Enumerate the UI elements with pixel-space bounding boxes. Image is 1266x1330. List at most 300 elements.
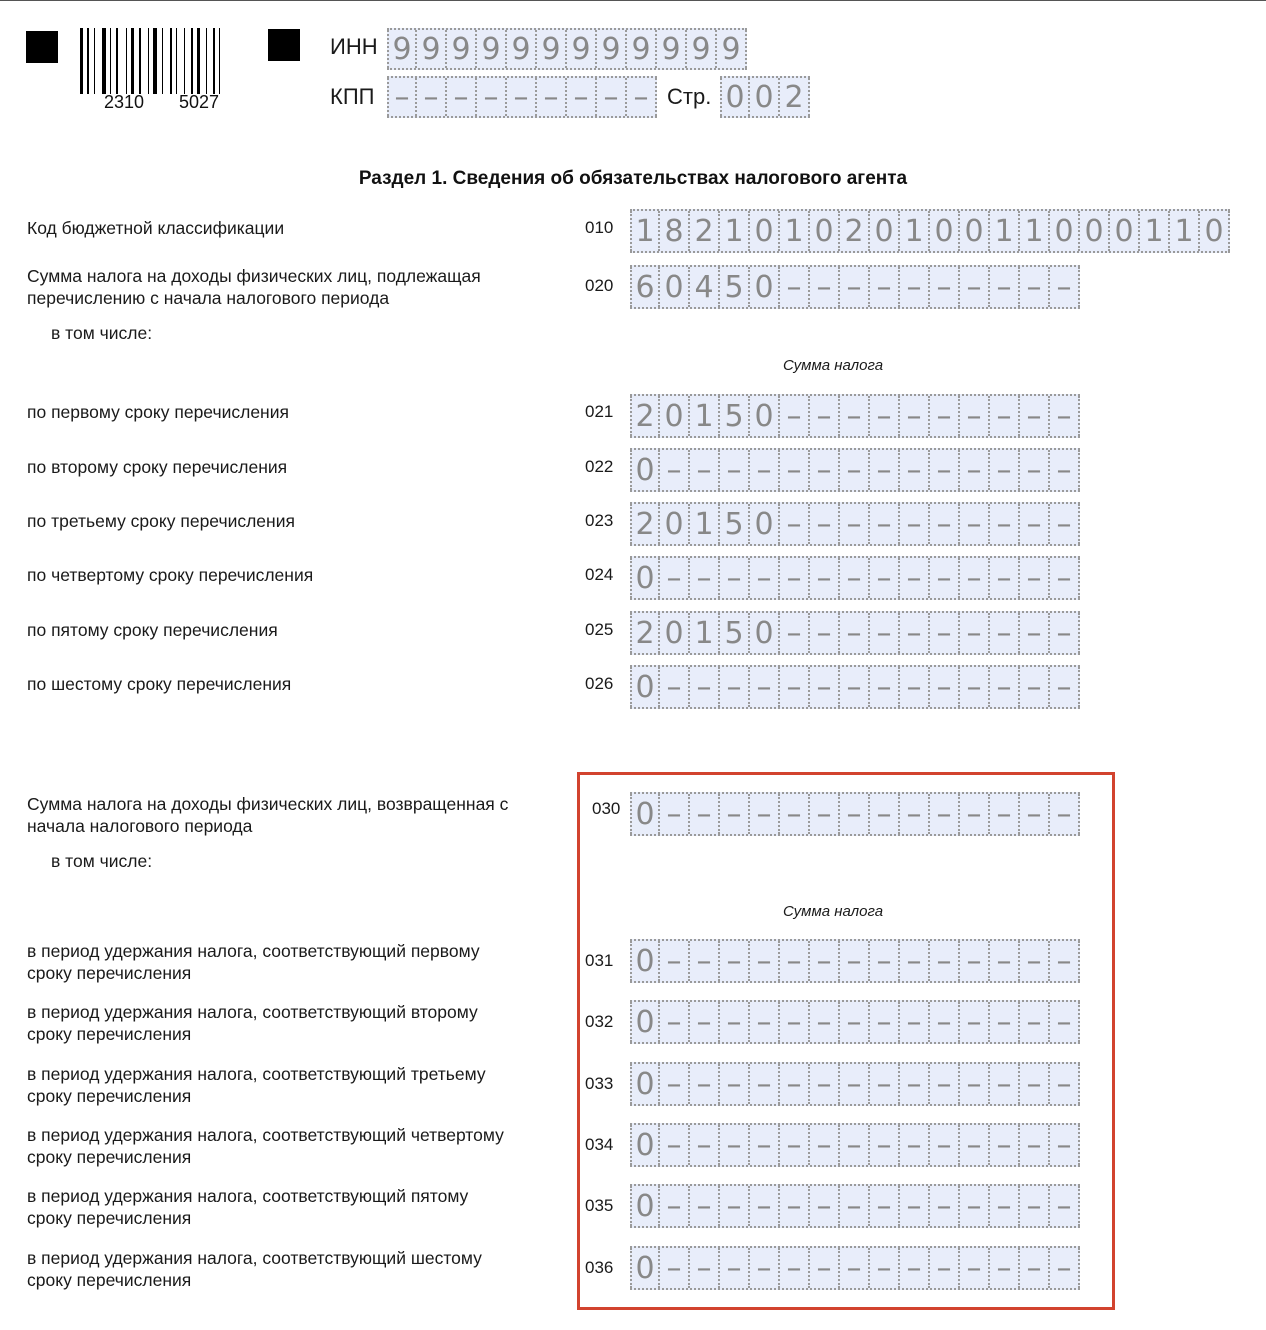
- barcode-bar: [209, 28, 210, 94]
- char-cell: –: [870, 396, 900, 436]
- withheld-row-field[interactable]: [630, 611, 1080, 655]
- char-cell: –: [720, 450, 750, 490]
- barcode-bar: [176, 28, 177, 94]
- withheld-in-that-number: в том числе:: [51, 323, 153, 343]
- char-cell: –: [660, 1248, 690, 1288]
- barcode-bar: [173, 28, 174, 94]
- returned-total-label-line1: Сумма налога на доходы физических лиц, возвращенная с: [27, 794, 509, 814]
- char-cell: 0: [750, 267, 780, 307]
- char-cell: –: [960, 504, 990, 544]
- withheld-row-label: по третьему сроку перечисления: [27, 511, 295, 531]
- char-cell: –: [780, 504, 810, 544]
- char-cell: –: [1050, 267, 1080, 307]
- withheld-total-code: 020: [585, 276, 614, 295]
- char-cell: –: [690, 1248, 720, 1288]
- char-cell: –: [870, 1002, 900, 1042]
- section-title: Раздел 1. Сведения об обязательствах налогового агента: [358, 168, 908, 189]
- char-cell: 9: [627, 30, 657, 68]
- char-cell: –: [840, 267, 870, 307]
- char-cell: –: [1020, 267, 1050, 307]
- barcode-number-right: 5027: [179, 92, 220, 112]
- char-cell: –: [900, 613, 930, 653]
- char-cell: 0: [660, 613, 690, 653]
- char-cell: –: [780, 1186, 810, 1226]
- char-cell: –: [750, 1125, 780, 1165]
- withheld-row-code: 021: [585, 402, 614, 421]
- char-cell: 1: [690, 504, 720, 544]
- returned-row-field[interactable]: [630, 1123, 1080, 1167]
- char-cell: –: [990, 794, 1020, 834]
- char-cell: –: [990, 396, 1020, 436]
- barcode-bar: [80, 28, 83, 94]
- top-border-line: [0, 0, 1266, 1]
- barcode-bar: [219, 28, 220, 94]
- barcode-bar: [223, 28, 227, 94]
- char-cell: –: [780, 450, 810, 490]
- char-cell: –: [780, 1248, 810, 1288]
- char-cell: –: [900, 1248, 930, 1288]
- char-cell: 0: [750, 396, 780, 436]
- withheld-row-code: 023: [585, 511, 614, 530]
- char-cell: –: [690, 667, 720, 707]
- char-cell: –: [1020, 504, 1050, 544]
- char-cell: –: [810, 396, 840, 436]
- char-cell: –: [870, 613, 900, 653]
- barcode-bar: [87, 28, 89, 94]
- char-cell: –: [627, 78, 657, 116]
- char-cell: –: [1050, 1064, 1080, 1104]
- char-cell: 6: [630, 267, 660, 307]
- char-cell: –: [690, 794, 720, 834]
- char-cell: –: [840, 1125, 870, 1165]
- char-cell: –: [990, 450, 1020, 490]
- char-cell: –: [930, 613, 960, 653]
- char-cell: –: [840, 1248, 870, 1288]
- char-cell: –: [840, 450, 870, 490]
- char-cell: –: [900, 450, 930, 490]
- withheld-row-label: по пятому сроку перечисления: [27, 620, 278, 640]
- char-cell: 9: [447, 30, 477, 68]
- returned-row-field[interactable]: [630, 1246, 1080, 1290]
- char-cell: –: [870, 794, 900, 834]
- returned-row-label-line2: сроку перечисления: [27, 1208, 192, 1228]
- inn-label: ИНН: [330, 34, 378, 59]
- withheld-row-label: по четвертому сроку перечисления: [27, 565, 314, 585]
- barcode-bar: [153, 28, 157, 94]
- char-cell: –: [990, 267, 1020, 307]
- char-cell: –: [1050, 1125, 1080, 1165]
- char-cell: –: [780, 558, 810, 598]
- char-cell: 0: [630, 558, 660, 598]
- char-cell: –: [840, 1002, 870, 1042]
- char-cell: –: [840, 667, 870, 707]
- char-cell: –: [840, 558, 870, 598]
- barcode-bar: [150, 28, 151, 94]
- barcode-bar: [92, 28, 93, 94]
- char-cell: –: [900, 1186, 930, 1226]
- char-cell: –: [960, 450, 990, 490]
- withheld-total-label-line2: перечислению с начала налогового периода: [27, 288, 390, 308]
- char-cell: –: [960, 267, 990, 307]
- char-cell: –: [810, 1125, 840, 1165]
- barcode-bar: [191, 28, 193, 94]
- char-cell: –: [660, 558, 690, 598]
- char-cell: 2: [780, 78, 810, 116]
- char-cell: 2: [840, 211, 870, 251]
- barcode: [80, 28, 244, 94]
- char-cell: –: [900, 558, 930, 598]
- char-cell: 0: [660, 396, 690, 436]
- char-cell: –: [810, 1186, 840, 1226]
- char-cell: 1: [780, 211, 810, 251]
- withheld-row-field[interactable]: [630, 556, 1080, 600]
- char-cell: –: [960, 396, 990, 436]
- char-cell: –: [990, 667, 1020, 707]
- returned-row-code: 035: [585, 1196, 614, 1215]
- char-cell: –: [1020, 450, 1050, 490]
- char-cell: –: [720, 1248, 750, 1288]
- char-cell: –: [900, 1064, 930, 1104]
- kpp-label: КПП: [330, 84, 375, 109]
- char-cell: –: [990, 558, 1020, 598]
- char-cell: 1: [900, 211, 930, 251]
- char-cell: –: [417, 78, 447, 116]
- char-cell: –: [930, 558, 960, 598]
- char-cell: –: [1020, 1002, 1050, 1042]
- char-cell: 0: [630, 1002, 660, 1042]
- char-cell: 0: [630, 450, 660, 490]
- char-cell: –: [750, 558, 780, 598]
- char-cell: –: [1050, 558, 1080, 598]
- barcode-bar: [213, 28, 215, 94]
- char-cell: –: [930, 941, 960, 981]
- char-cell: –: [930, 1002, 960, 1042]
- barcode-bar: [184, 28, 185, 94]
- char-cell: –: [810, 1002, 840, 1042]
- barcode-bar: [160, 28, 161, 94]
- char-cell: –: [870, 267, 900, 307]
- char-cell: 9: [387, 30, 417, 68]
- char-cell: –: [960, 1002, 990, 1042]
- char-cell: –: [930, 450, 960, 490]
- barcode-bar: [126, 28, 127, 94]
- char-cell: –: [930, 1186, 960, 1226]
- barcode-bar: [165, 28, 167, 94]
- returned-row-label-line1: в период удержания налога, соответствующий пятому: [27, 1186, 469, 1206]
- char-cell: 9: [597, 30, 627, 68]
- char-cell: 0: [810, 211, 840, 251]
- char-cell: –: [810, 941, 840, 981]
- returned-row-code: 034: [585, 1135, 614, 1154]
- char-cell: 0: [630, 1248, 660, 1288]
- char-cell: –: [930, 267, 960, 307]
- char-cell: –: [870, 504, 900, 544]
- barcode-number-left: 2310: [104, 92, 145, 112]
- returned-row-label-line1: в период удержания налога, соответствующий второму: [27, 1002, 478, 1022]
- char-cell: –: [477, 78, 507, 116]
- char-cell: –: [840, 1064, 870, 1104]
- kbk-code: 010: [585, 218, 614, 237]
- barcode-bar: [143, 28, 145, 94]
- char-cell: 0: [630, 1125, 660, 1165]
- withheld-row-field[interactable]: [630, 502, 1080, 546]
- char-cell: –: [1020, 1248, 1050, 1288]
- char-cell: –: [990, 613, 1020, 653]
- char-cell: 9: [717, 30, 747, 68]
- withheld-row-code: 024: [585, 565, 614, 584]
- returned-row-field[interactable]: [630, 939, 1080, 983]
- char-cell: –: [750, 1248, 780, 1288]
- char-cell: –: [960, 1248, 990, 1288]
- barcode-bar: [197, 28, 200, 94]
- returned-row-code: 032: [585, 1012, 614, 1031]
- barcode-bar: [102, 28, 106, 94]
- char-cell: –: [810, 667, 840, 707]
- char-cell: 9: [417, 30, 447, 68]
- char-cell: –: [720, 794, 750, 834]
- char-cell: –: [567, 78, 597, 116]
- char-cell: –: [810, 1064, 840, 1104]
- char-cell: –: [780, 613, 810, 653]
- char-cell: –: [810, 613, 840, 653]
- char-cell: –: [960, 941, 990, 981]
- char-cell: –: [387, 78, 417, 116]
- char-cell: –: [660, 667, 690, 707]
- withheld-row-field[interactable]: [630, 665, 1080, 709]
- char-cell: –: [810, 558, 840, 598]
- char-cell: –: [1020, 396, 1050, 436]
- returned-row-field[interactable]: [630, 1184, 1080, 1228]
- char-cell: 2: [630, 396, 660, 436]
- char-cell: 4: [690, 267, 720, 307]
- returned-row-label-line1: в период удержания налога, соответствующий третьему: [27, 1064, 486, 1084]
- corner-marker-left: [26, 31, 58, 63]
- char-cell: –: [780, 941, 810, 981]
- char-cell: 0: [1080, 211, 1110, 251]
- char-cell: –: [960, 1125, 990, 1165]
- char-cell: –: [447, 78, 477, 116]
- char-cell: 8: [660, 211, 690, 251]
- withheld-row-field[interactable]: [630, 394, 1080, 438]
- char-cell: –: [1020, 613, 1050, 653]
- returned-row-label-line2: сроку перечисления: [27, 1024, 192, 1044]
- char-cell: –: [960, 1186, 990, 1226]
- char-cell: –: [597, 78, 627, 116]
- char-cell: 0: [750, 211, 780, 251]
- char-cell: –: [870, 941, 900, 981]
- barcode-bar: [203, 28, 205, 94]
- char-cell: –: [900, 396, 930, 436]
- char-cell: –: [990, 941, 1020, 981]
- char-cell: –: [1050, 1002, 1080, 1042]
- char-cell: –: [870, 450, 900, 490]
- barcode-bar: [114, 28, 115, 94]
- inn-field[interactable]: [387, 28, 747, 70]
- char-cell: 9: [687, 30, 717, 68]
- char-cell: –: [840, 613, 870, 653]
- char-cell: 2: [690, 211, 720, 251]
- returned-row-field[interactable]: [630, 1000, 1080, 1044]
- barcode-bar: [206, 28, 207, 94]
- char-cell: 5: [720, 267, 750, 307]
- char-cell: –: [1020, 941, 1050, 981]
- char-cell: –: [870, 1248, 900, 1288]
- barcode-bar: [97, 28, 99, 94]
- char-cell: 0: [750, 78, 780, 116]
- char-cell: –: [750, 667, 780, 707]
- returned-total-field[interactable]: [630, 792, 1080, 836]
- barcode-bar: [84, 28, 85, 94]
- char-cell: 0: [630, 1186, 660, 1226]
- returned-total-code: 030: [592, 799, 621, 818]
- char-cell: –: [1050, 613, 1080, 653]
- withheld-row-code: 025: [585, 620, 614, 639]
- barcode-bar: [137, 28, 138, 94]
- char-cell: –: [810, 504, 840, 544]
- char-cell: 0: [660, 267, 690, 307]
- barcode-bar: [107, 28, 108, 94]
- char-cell: –: [990, 1064, 1020, 1104]
- barcode-bar: [180, 28, 183, 94]
- returned-row-code: 036: [585, 1258, 614, 1277]
- char-cell: –: [930, 667, 960, 707]
- char-cell: –: [690, 1002, 720, 1042]
- returned-row-label-line2: сроку перечисления: [27, 1147, 192, 1167]
- char-cell: 1: [630, 211, 660, 251]
- withheld-row-field[interactable]: [630, 448, 1080, 492]
- returned-total-label-line2: начала налогового периода: [27, 816, 253, 836]
- corner-marker-right: [268, 29, 300, 61]
- char-cell: –: [930, 794, 960, 834]
- barcode-bar: [216, 28, 217, 94]
- barcode-bar: [148, 28, 149, 94]
- char-cell: –: [507, 78, 537, 116]
- char-cell: 0: [750, 613, 780, 653]
- char-cell: –: [900, 941, 930, 981]
- returned-sum-header: Сумма налога: [783, 903, 884, 920]
- barcode-bar: [162, 28, 163, 94]
- char-cell: –: [780, 667, 810, 707]
- char-cell: –: [960, 1064, 990, 1104]
- char-cell: –: [840, 941, 870, 981]
- char-cell: 0: [630, 794, 660, 834]
- char-cell: –: [1050, 794, 1080, 834]
- barcode-bar: [187, 28, 188, 94]
- char-cell: 0: [630, 941, 660, 981]
- char-cell: 1: [990, 211, 1020, 251]
- char-cell: 1: [720, 211, 750, 251]
- char-cell: 0: [630, 667, 660, 707]
- char-cell: –: [900, 794, 930, 834]
- char-cell: –: [900, 504, 930, 544]
- char-cell: 9: [477, 30, 507, 68]
- char-cell: 9: [537, 30, 567, 68]
- char-cell: –: [780, 1125, 810, 1165]
- char-cell: –: [720, 1125, 750, 1165]
- char-cell: 0: [1200, 211, 1230, 251]
- char-cell: –: [990, 1002, 1020, 1042]
- char-cell: –: [840, 504, 870, 544]
- barcode-bar: [110, 28, 111, 94]
- char-cell: –: [660, 1064, 690, 1104]
- char-cell: –: [990, 1248, 1020, 1288]
- char-cell: –: [1050, 667, 1080, 707]
- returned-row-label-line2: сроку перечисления: [27, 1086, 192, 1106]
- char-cell: –: [1020, 794, 1050, 834]
- char-cell: 5: [720, 613, 750, 653]
- char-cell: –: [750, 794, 780, 834]
- char-cell: –: [690, 941, 720, 981]
- returned-row-field[interactable]: [630, 1062, 1080, 1106]
- char-cell: –: [780, 267, 810, 307]
- char-cell: –: [870, 558, 900, 598]
- returned-row-label-line2: сроку перечисления: [27, 1270, 192, 1290]
- char-cell: –: [720, 667, 750, 707]
- char-cell: 0: [750, 504, 780, 544]
- char-cell: –: [660, 450, 690, 490]
- withheld-sum-header: Сумма налога: [783, 357, 884, 374]
- char-cell: –: [720, 1186, 750, 1226]
- char-cell: –: [960, 794, 990, 834]
- char-cell: –: [930, 396, 960, 436]
- char-cell: 1: [690, 613, 720, 653]
- char-cell: –: [750, 941, 780, 981]
- char-cell: 9: [507, 30, 537, 68]
- char-cell: –: [1050, 450, 1080, 490]
- char-cell: –: [900, 667, 930, 707]
- returned-row-code: 033: [585, 1074, 614, 1093]
- char-cell: –: [1020, 558, 1050, 598]
- kpp-field[interactable]: [387, 76, 657, 118]
- char-cell: –: [780, 794, 810, 834]
- char-cell: –: [690, 1064, 720, 1104]
- barcode-bar: [94, 28, 95, 94]
- char-cell: –: [720, 1002, 750, 1042]
- char-cell: –: [1050, 941, 1080, 981]
- char-cell: –: [810, 450, 840, 490]
- char-cell: –: [720, 1064, 750, 1104]
- char-cell: 1: [1140, 211, 1170, 251]
- char-cell: –: [960, 558, 990, 598]
- char-cell: –: [750, 450, 780, 490]
- char-cell: 1: [1170, 211, 1200, 251]
- kbk-label: Код бюджетной классификации: [27, 218, 285, 238]
- returned-row-label-line1: в период удержания налога, соответствующий шестому: [27, 1248, 482, 1268]
- char-cell: 0: [960, 211, 990, 251]
- char-cell: –: [900, 1125, 930, 1165]
- char-cell: –: [840, 794, 870, 834]
- char-cell: –: [690, 450, 720, 490]
- char-cell: –: [780, 1002, 810, 1042]
- char-cell: –: [690, 1125, 720, 1165]
- kbk-field[interactable]: [630, 209, 1230, 253]
- withheld-total-field[interactable]: [630, 265, 1080, 309]
- char-cell: –: [960, 667, 990, 707]
- char-cell: –: [660, 794, 690, 834]
- char-cell: –: [1050, 1248, 1080, 1288]
- char-cell: 0: [720, 78, 750, 116]
- char-cell: –: [810, 1248, 840, 1288]
- char-cell: –: [750, 1002, 780, 1042]
- char-cell: –: [750, 1064, 780, 1104]
- barcode-bar: [194, 28, 195, 94]
- char-cell: –: [840, 1186, 870, 1226]
- returned-row-code: 031: [585, 951, 614, 970]
- page-field[interactable]: [720, 76, 810, 118]
- char-cell: –: [720, 941, 750, 981]
- char-cell: 0: [930, 211, 960, 251]
- char-cell: 0: [630, 1064, 660, 1104]
